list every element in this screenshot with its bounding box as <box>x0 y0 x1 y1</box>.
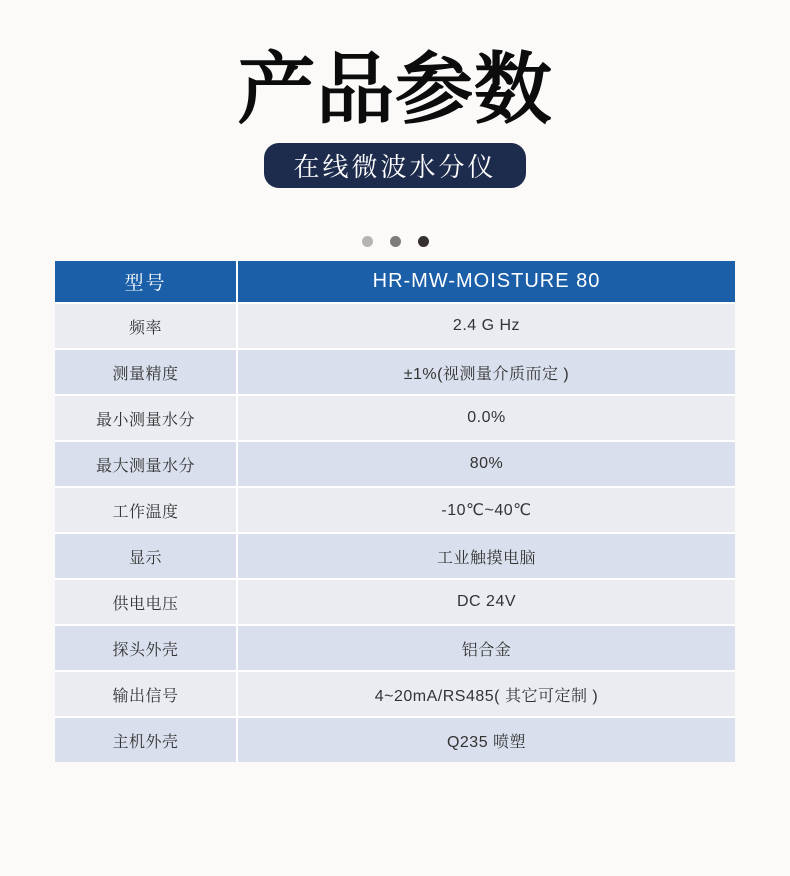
spec-row-label: 探头外壳 <box>55 626 236 670</box>
spec-row-value: ±1%(视测量介质而定 ) <box>238 350 735 394</box>
spec-row-label: 输出信号 <box>55 672 236 716</box>
carousel-dot[interactable] <box>390 236 401 247</box>
table-row <box>55 304 735 348</box>
subtitle-badge-wrap <box>0 143 790 188</box>
spec-row-value: 铝合金 <box>238 626 735 670</box>
table-row <box>55 350 735 394</box>
spec-row-label: 频率 <box>55 304 236 348</box>
spec-row-value: 2.4 G Hz <box>238 304 735 348</box>
spec-row-value: -10℃~40℃ <box>238 488 735 532</box>
spec-row-value: Q235 喷塑 <box>238 718 735 762</box>
spec-table-body <box>55 304 735 762</box>
spec-header-label: 型号 <box>55 261 236 302</box>
carousel-dot-active[interactable] <box>418 236 429 247</box>
product-name-badge: 在线微波水分仪 <box>264 143 526 188</box>
table-row <box>55 580 735 624</box>
spec-header-value: HR-MW-MOISTURE 80 <box>238 261 735 302</box>
spec-table-header-row <box>55 261 735 302</box>
table-row <box>55 396 735 440</box>
table-row <box>55 488 735 532</box>
table-row <box>55 442 735 486</box>
table-row <box>55 626 735 670</box>
spec-row-value: 4~20mA/RS485( 其它可定制 ) <box>238 672 735 716</box>
page-title: 产品参数 <box>237 45 553 133</box>
spec-row-label: 显示 <box>55 534 236 578</box>
spec-row-value: 0.0% <box>238 396 735 440</box>
spec-row-value: 工业触摸电脑 <box>238 534 735 578</box>
spec-row-value: 80% <box>238 442 735 486</box>
table-row <box>55 534 735 578</box>
spec-row-label: 最大测量水分 <box>55 442 236 486</box>
carousel-dot[interactable] <box>362 236 373 247</box>
spec-table <box>55 261 735 762</box>
table-row <box>55 672 735 716</box>
spec-row-label: 工作温度 <box>55 488 236 532</box>
carousel-dots <box>0 235 790 247</box>
spec-row-label: 供电电压 <box>55 580 236 624</box>
spec-row-value: DC 24V <box>238 580 735 624</box>
spec-row-label: 测量精度 <box>55 350 236 394</box>
spec-row-label: 主机外壳 <box>55 718 236 762</box>
table-row <box>55 718 735 762</box>
spec-row-label: 最小测量水分 <box>55 396 236 440</box>
